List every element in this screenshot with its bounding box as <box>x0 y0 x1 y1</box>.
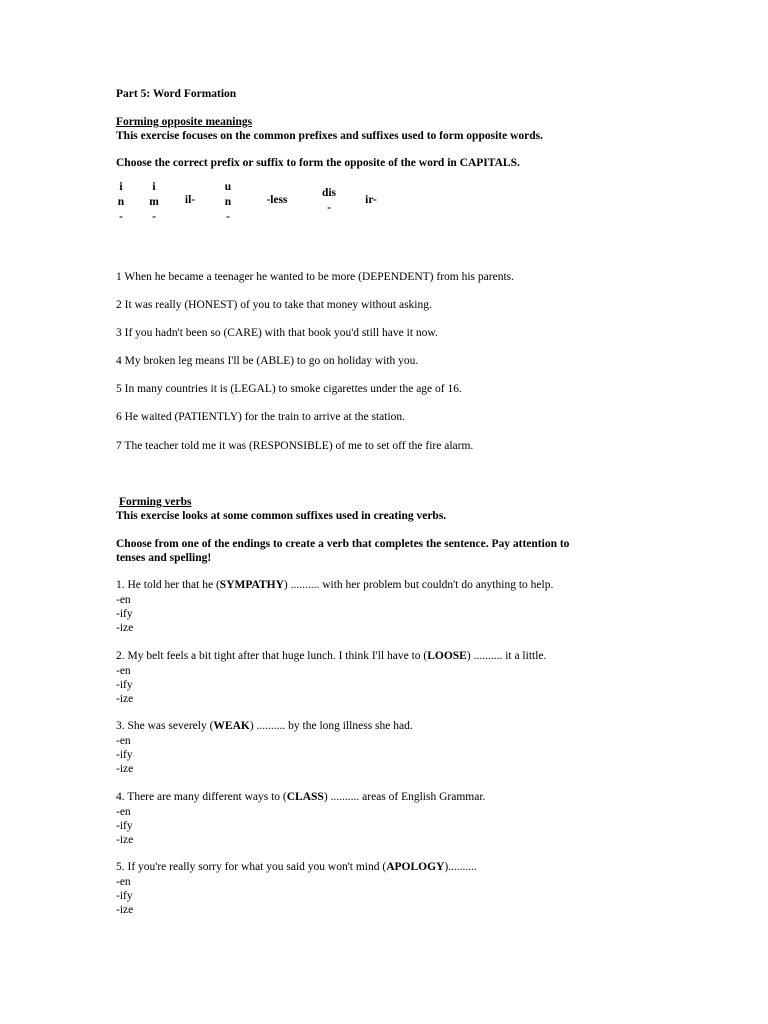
section1-instruction: Choose the correct prefix or suffix to form the opposite of the word in CAPITALS. <box>116 157 520 169</box>
option-en: -en <box>116 806 131 818</box>
verbs-options-4 <box>116 805 133 847</box>
opposites-question-1: 1 When he became a teenager he wanted to be more (DEPENDENT) from his parents. <box>116 271 514 283</box>
prefix-part: i <box>152 181 156 193</box>
question-text: ) .......... areas of English Grammar. <box>323 791 486 803</box>
verbs-question-5 <box>116 861 477 873</box>
verbs-options-2 <box>116 664 133 706</box>
opposites-question-3: 3 If you hadn't been so (CARE) with that book you'd still have it now. <box>116 327 438 339</box>
section2-intro: This exercise looks at some common suffixes used in creating verbs. <box>116 510 447 522</box>
option-ify: -ify <box>116 890 133 902</box>
prefix-part: u <box>224 181 232 193</box>
verbs-question-4 <box>116 791 485 803</box>
option-ify: -ify <box>116 608 133 620</box>
prefix-part: dis <box>321 187 337 199</box>
opposites-question-6: 6 He waited (PATIENTLY) for the train to arrive at the station. <box>116 411 406 423</box>
option-en: -en <box>116 594 131 606</box>
section1-intro: This exercise focuses on the common prefixes and suffixes used to form opposite words. <box>116 130 543 142</box>
prefix-part: - <box>119 211 123 223</box>
question-text: 1. He told her that he ( <box>116 579 220 591</box>
capital-word: APOLOGY <box>386 861 445 873</box>
option-ize: -ize <box>116 763 134 775</box>
prefix-part: n <box>117 196 125 208</box>
section2-instruction-line2: tenses and spelling! <box>116 552 212 564</box>
prefix-cell-in <box>116 180 126 225</box>
question-text: ) .......... it a little. <box>466 650 547 662</box>
verbs-options-1 <box>116 593 133 635</box>
option-en: -en <box>116 735 131 747</box>
prefix-part: - <box>226 211 230 223</box>
verbs-question-2 <box>116 650 546 662</box>
prefix-part: ir- <box>365 194 377 206</box>
prefix-part: n <box>224 196 232 208</box>
prefix-cell-il <box>182 193 198 208</box>
capital-word: WEAK <box>213 720 250 732</box>
prefix-part: m <box>149 196 159 208</box>
option-ify: -ify <box>116 820 133 832</box>
opposites-question-5: 5 In many countries it is (LEGAL) to smoke cigarettes under the age of 16. <box>116 383 462 395</box>
question-text: 3. She was severely ( <box>116 720 214 732</box>
option-ize: -ize <box>116 904 134 916</box>
capital-word: CLASS <box>286 791 324 803</box>
capital-word: LOOSE <box>427 650 467 662</box>
verbs-question-1 <box>116 579 553 591</box>
option-en: -en <box>116 665 131 677</box>
question-text: ) .......... by the long illness she had. <box>249 720 413 732</box>
opposites-question-2: 2 It was really (HONEST) of you to take that money without asking. <box>116 299 432 311</box>
question-text: 4. There are many different ways to ( <box>116 791 287 803</box>
verbs-options-3 <box>116 734 133 776</box>
prefix-part: - <box>152 211 156 223</box>
verbs-options-5 <box>116 875 133 917</box>
section2-instruction-line1: Choose from one of the endings to create a verb that completes the sentence. Pay attention to <box>116 538 570 550</box>
opposites-question-7: 7 The teacher told me it was (RESPONSIBLE) of me to set off the fire alarm. <box>116 440 474 452</box>
section1-heading: Forming opposite meanings <box>116 116 253 128</box>
verbs-question-3 <box>116 720 413 732</box>
question-text: ).......... <box>444 861 477 873</box>
prefix-cell-ir <box>363 193 379 208</box>
opposites-question-4: 4 My broken leg means I'll be (ABLE) to go on holiday with you. <box>116 355 419 367</box>
prefix-cell-less <box>262 193 292 208</box>
page-title: Part 5: Word Formation <box>116 88 237 100</box>
option-ify: -ify <box>116 749 133 761</box>
prefix-part: il- <box>184 194 196 206</box>
capital-word: SYMPATHY <box>219 579 284 591</box>
prefix-cell-dis <box>318 186 340 216</box>
prefix-part: - <box>327 202 331 214</box>
option-ify: -ify <box>116 679 133 691</box>
option-ize: -ize <box>116 622 134 634</box>
question-text: 5. If you're really sorry for what you said you won't mind ( <box>116 861 387 873</box>
option-ize: -ize <box>116 693 134 705</box>
prefix-cell-im <box>148 180 160 225</box>
prefix-part: i <box>119 181 123 193</box>
prefix-part: -less <box>266 194 288 206</box>
prefix-cell-un <box>222 180 234 225</box>
question-text: ) .......... with her problem but couldn't do anything to help. <box>283 579 554 591</box>
option-ize: -ize <box>116 834 134 846</box>
question-text: 2. My belt feels a bit tight after that huge lunch. I think I'll have to ( <box>116 650 428 662</box>
section2-heading: Forming verbs <box>119 496 192 508</box>
option-en: -en <box>116 876 131 888</box>
